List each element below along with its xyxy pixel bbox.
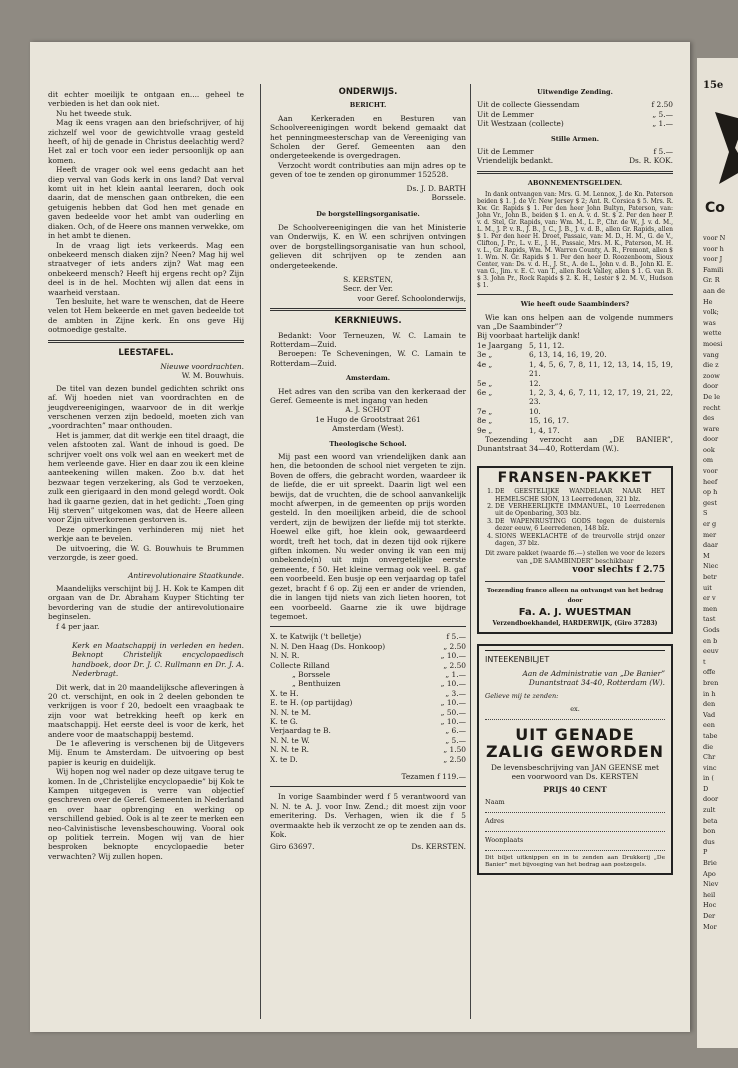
text-fragment: een (703, 721, 715, 730)
list-item: 1. DE GEESTELIJKE WANDELAAR NAAR HET HEMELSCHE SION, 13 Leerredenen, 321 blz. (495, 488, 665, 503)
text-fragment: S (703, 509, 708, 518)
address-name: A. J. SCHOT (345, 405, 391, 415)
text-fragment: dus (703, 837, 715, 846)
issue-numbers: 1, 2, 3, 4, 6, 7, 11, 12, 17, 19, 21, 22, 23. (529, 387, 673, 407)
section-rule (270, 786, 466, 787)
text-fragment: tast (703, 615, 716, 624)
ledger-label: X. te Katwijk ('t belletje) (270, 632, 362, 642)
text-fragment: en b (703, 636, 718, 645)
field-label: Naam (485, 798, 505, 807)
issue-numbers: 1, 4, 17. (529, 425, 560, 435)
paragraph: Verzocht wordt contributies aan mijn adres op te geven of toe te zenden op gironummer 152528. (270, 160, 466, 180)
ledger-row (477, 100, 673, 109)
abonnement-list: In dank ontvangen van: Mrs. G. M. Lennox, J. de Kn. Paterson beiden $ 1. J. de Vr. New Jersey $ 2; Ant. R. Corsica $ 5. Mrs. R. Kw. Gr. Rapids $ 1. Per den heer John Bultyn, Paterson, van: John Vr., John B., beiden $ 1. en A. v. d. St. $ 2. Per den heer P. v. d. Stel, Gr. Rapids, van: Wm. M., L. P., Chr. de W., J. v. d. M., L. M., J. P. v. R., J. B., J. C., J. B., J. v. d. B., allen Gr. Rapids, allen $ 1. Per den heer H. Droet, Passaic, van: M. D., H. M., G. de V., Clifton, J. Pr., L. v. E., J. H., Passaic, Mrs. M. K., Paterson, M. H. v. L., Gr. Rapids, Wm. M. Warren County, A. R., Fremont, allen $ 1. Wm. N. Gr. Rapids $ 1. Per den heer D. Roozenboom, Sioux Center, van: Ds. v. d. H., J. St., A. de L., John v. d. B., John Kl. E. van G., Jim. v. E. C. van T., allen Rock Valley, allen $ 1. G. van B. $ 3. John Pr., Rock Rapids $ 2. K. H., Lester $ 2. M. V., Hudson $ 1. (477, 191, 673, 290)
issue-row (477, 416, 673, 425)
ledger-label: X. te D. (270, 754, 298, 764)
text-fragment: Brie (703, 859, 717, 868)
ledger-amount: f 5.— (446, 632, 466, 642)
volume-label: 7e „ (477, 406, 493, 416)
issue-row (477, 407, 673, 416)
text-fragment: D (703, 784, 709, 793)
text-fragment: Apo (703, 869, 716, 878)
text-fragment: ware (703, 424, 720, 433)
text-fragment: heef (703, 477, 718, 486)
text-fragment: moesi (703, 339, 723, 348)
book-price: PRIJS 40 CENT (543, 784, 607, 794)
paragraph: Wij hopen nog wel nader op deze uitgave terug te komen. In de „Christelijke encyclopaedie” bij Kok te Kampen uitgegeven is verre van objectief geschreven over de Geref. Gemeenten in Nederland en over haar opbrenging en werking op verschillend gebied. Ook is al te zeer te merken een neo-Calvinistische levensbeschouwing. Vooral ook op politiek terrein. Mogen wij van de hier besproken beknopte encyclopaedie beter verwachten? Wij zullen hopen. (48, 767, 244, 861)
field-label: Adres (485, 817, 505, 826)
ledger-amount: „ 10.— (440, 698, 466, 708)
paragraph: Beroepen: Te Scheveningen, W. C. Lamain te Rotterdam—Zuid. (270, 349, 466, 368)
text-fragment: men (703, 604, 718, 613)
subheading: Amsterdam. (345, 374, 391, 383)
paragraph: Wie kan ons helpen aan de volgende nummers van „De Saambinder”? (477, 312, 673, 332)
ledger-row (477, 147, 673, 156)
text-fragment: Chr (703, 753, 716, 762)
paragraph: Deze opmerkingen verhinderen mij niet het werkje aan te bevelen. (48, 524, 244, 544)
text-fragment: vinc (703, 763, 717, 772)
book-title: Kerk en Maatschappij in verleden en heden. Beknopt Christelijk encyclopaedisch handboek, door Dr. J. C. Rullmann en Dr. J. A. Nederbragt. (72, 640, 244, 679)
ledger-amount: „ 5.— (445, 735, 466, 745)
paragraph: Het is jammer, dat dit werkje een titel draagt, die velen afstooten zal. Want de inhoud is goed. De schrijver voelt ons volk wel aan en weekert met de hem verleende gave. Hier en daar zou ik een kleine aanteekening willen maken. Zoo b.v. dat het bezwaar tegen verzekering, als God te verzoeken, zulk een gierigaard in den mond gelegd wordt. Ook had ik gaarne gezien, dat in het gedicht: „Toen ging Hij sterven” uitgekomen was, dat de Heere alleen voor Zijn uitverkorenen gestorven is. (48, 430, 244, 525)
section-rule (270, 626, 466, 627)
book-title: UIT GENADE (515, 725, 635, 745)
text-fragment: Gods (703, 625, 720, 634)
volume-label: 8e „ (477, 416, 493, 426)
form-note: Dit biljet uitknippen en in te zenden aan Drukkerij „De Banier” met bijvoeging van het bedrag aan postzegels. (485, 855, 665, 869)
signature-line: voor Geref. Schoolonderwijs, (357, 293, 466, 303)
text-fragment: offe (703, 668, 716, 677)
ledger-row (270, 651, 466, 660)
ledger-row (270, 632, 466, 641)
ledger-row (270, 698, 466, 707)
text-fragments (703, 233, 738, 932)
decorative-glyph (707, 108, 738, 188)
book-title: ZALIG GEWORDEN (485, 742, 665, 762)
section-rule (477, 294, 673, 295)
ledger-amount: „ 10.— (440, 679, 466, 689)
text-fragment: vang (703, 350, 719, 359)
address-street: 1e Hugo de Grootstraat 261 (315, 414, 421, 424)
section-rule (477, 171, 673, 174)
subheading: Wie heeft oude Saambinders? (520, 300, 630, 309)
paragraph: Maandelijks verschijnt bij J. H. Kok te Kampen dit orgaan van de Dr. Abraham Kuyper Stichting ter bevordering van de studie der antirevolutionaire beginselen. (48, 583, 244, 622)
text-fragment: uit (703, 583, 712, 592)
thanks-text: Vriendelijk bedankt. (477, 156, 554, 166)
issue-numbers: 5, 11, 12. (529, 340, 565, 350)
page-date: 15e (703, 80, 724, 91)
list-item: 4. SIONS WEEKLACHTE of de treurvolle strijd onzer dagen, 37 blz. (495, 533, 665, 548)
book-description: De levensbeschrijving van JAN GEENSE met een voorwoord van Ds. KERSTEN (491, 763, 659, 782)
text-fragment: in ( (703, 774, 714, 783)
ledger-row (270, 745, 466, 754)
text-fragment: wette (703, 329, 722, 338)
ornament-icon (707, 108, 738, 188)
column-3 (477, 82, 673, 881)
paragraph: Nu het tweede stuk. (56, 108, 132, 118)
issues-list (477, 341, 673, 435)
book-author: W. M. Bouwhuis. (181, 371, 244, 381)
ledger-label: Verjaardag te B. (270, 726, 331, 736)
paragraph: Toezending verzocht aan „DE BANIER”, Dunantstraat 34—40, Rotterdam (W.). (477, 434, 673, 454)
volume-label: 6e „ (477, 387, 493, 397)
quantity-unit: ex. (570, 705, 580, 714)
form-address: Dunantstraat 34-40, Rotterdam (W). (528, 678, 665, 688)
text-fragment: des (703, 414, 715, 423)
ledger-row (477, 119, 673, 128)
text-fragment: He (703, 297, 713, 306)
subheading: Uitwendige Zending. (537, 88, 613, 96)
name-field[interactable] (485, 798, 665, 813)
leestafel-heading: LEESTAFEL. (118, 347, 174, 358)
form-title: INTEEKENBILJET (485, 655, 550, 665)
issue-numbers: 6, 13, 14, 16, 19, 20. (529, 350, 607, 360)
signature: Ds. R. KOK. (629, 156, 673, 166)
closing-row (270, 842, 466, 851)
paragraph: Bedankt: Voor Terneuzen, W. C. Lamain te Rotterdam—Zuid. (270, 330, 466, 349)
ledger-amount: „ 3.— (445, 688, 466, 698)
issue-numbers: 10. (529, 406, 541, 416)
text-fragment: voor h (703, 244, 724, 253)
ledger-amount: „ 6.— (445, 726, 466, 736)
ledger-label: Uit de Lemmer (477, 147, 534, 157)
paragraph: Het adres van den scriba van den kerkeraad der Geref. Gemeente is met ingang van heden (270, 386, 466, 405)
text-fragment: die (703, 742, 714, 751)
ad-firm: Fa. A. J. WUESTMAN (518, 607, 632, 619)
volume-label: 5e „ (477, 378, 493, 388)
text-fragment: Mor (703, 922, 717, 931)
ledger-label: Uit Westzaan (collecte) (477, 119, 564, 129)
gifts-total: Tezamen f 119.— (401, 772, 466, 781)
paragraph: Heeft de vrager ook wel eens gedacht aan het diep verval van Gods kerk in ons land? Dat verval komt uit in het klein aantal leeraren, doch ook daarin, dat de menschen gaan ontbreken, die een getuigenis hebben dat God hen met genade en gaven bedeelde voor het ambt van ouderling en diaken. Och, of de Heere ons mannen verwekke, om in het ambt te dienen. (48, 165, 244, 241)
column-2 (270, 82, 466, 852)
ledger-amount: f 2.50 (651, 100, 673, 110)
gifts-list (270, 632, 466, 764)
ad-title: FRANSEN-PAKKET (497, 469, 653, 486)
ledger-row (270, 708, 466, 717)
ledger-label: Uit de Lemmer (477, 109, 534, 119)
paragraph: Ten besluite, het ware te wenschen, dat de Heere velen tot Hem bekeerde en met gaven bedeelde tot de ambten in Zijne kerk. En ons geve Hij ootmoedige gestalte. (48, 296, 244, 335)
text-fragment: zoow (703, 371, 720, 380)
ledger-label: Uit de collecte Giessendam (477, 100, 580, 110)
issue-row (477, 350, 673, 359)
giro-number: Giro 63697. (270, 842, 315, 852)
ledger-amount: „ 10.— (440, 716, 466, 726)
text-fragment: aan de (703, 286, 726, 295)
signature-line: Secr. der Ver. (342, 284, 394, 294)
paragraph: De titel van dezen bundel gedichten schrikt ons af. Wij hoeden niet van voordrachten en de jeugdvereenigingen, waarvoor de in dit werkje verschenen verzen zijn bedoeld, moeten zich van „voordrachten” maar onthouden. (48, 383, 244, 431)
text-fragment: daar (703, 541, 719, 550)
subheading: ABONNEMENTSGELDEN. (527, 178, 623, 187)
ledger-label: N. N. R. (270, 651, 300, 661)
signature-place: Borssele. (431, 193, 466, 203)
ledger-label: „ Benthuizen (292, 679, 341, 689)
ledger-row (477, 110, 673, 119)
text-fragment: Der (703, 912, 716, 920)
list-item: 3. DE WAPENRUSTING GODS tegen de duisternis dezer eeuw, 6 Leerredenen, 148 blz. (495, 518, 665, 533)
inteekenbiljet-form (477, 644, 673, 875)
text-fragment: die z (703, 361, 719, 370)
city-field[interactable] (485, 836, 665, 851)
text-fragment: recht (703, 403, 721, 412)
paragraph: Bij voorbaat hartelijk dank! (477, 331, 581, 341)
text-fragment: eeuv (703, 647, 719, 656)
text-fragment: tabe (703, 731, 718, 740)
text-fragment: beta (703, 816, 718, 825)
paragraph: De Schoolvereenigingen die van het Ministerie van Onderwijs, K. en W. een schrijven ontvingen over de borgstellingsorganisatie van hun school, gelieven dit schrijven op te zenden aan ondergeteekende. (270, 222, 466, 270)
ledger-row (270, 717, 466, 726)
issue-numbers: 1, 4, 5, 6, 7, 8, 11, 12, 13, 14, 15, 19, 21. (529, 359, 673, 379)
text-fragment: den (703, 700, 716, 709)
paragraph: Aan Kerkeraden en Besturen van Schoolvereenigingen wordt bekend gemaakt dat het penningmeesterschap van de Vereeniging van Scholen der Geref. Gemeenten aan den ondergeteekende is overgedragen. (270, 113, 466, 161)
ledger-label: X. te H. (270, 688, 299, 698)
text-fragment: zult (703, 806, 716, 815)
text-fragment: er v (703, 594, 716, 603)
signature: Ds. KERSTEN. (411, 842, 466, 852)
ledger-row (270, 755, 466, 764)
subheading: Theologische School. (329, 439, 407, 448)
book-title: Nieuwe voordrachten. (160, 361, 244, 371)
field-label: Woonplaats (485, 836, 524, 845)
kerknieuws-heading: KERKNIEUWS. (334, 316, 402, 327)
ledger-label: Collecte Rilland (270, 660, 330, 670)
signature: Ds. J. D. BARTH (406, 183, 466, 193)
ledger-amount: „ 1.50 (443, 745, 466, 755)
text-fragment: er g (703, 520, 717, 529)
book-title: Antirevolutionaire Staatkunde. (128, 570, 244, 580)
text-fragment: M (703, 551, 710, 560)
ledger-row (477, 156, 673, 165)
paragraph: De uitvoering, die W. G. Bouwhuis te Brummen verzorgde, is zeer goed. (48, 543, 244, 563)
subheading: De borgstellingsorganisatie. (316, 210, 420, 219)
section-rule (485, 581, 665, 582)
ledger-amount: „ 1.— (445, 669, 466, 679)
ledger-label: E. te H. (op partijdag) (270, 698, 353, 708)
signature: S. KERSTEN, (343, 274, 393, 284)
paragraph: Dit werk, dat in 20 maandelijksche afleveringen à 20 ct. verschijnt, en ook in 2 deelen gebonden te verkrijgen is voor f 20, bedoelt een vraagbaak te zijn voor wat betrekking heeft op kerk en maatschappij. Het eerste deel is voor de kerk, het andere voor de maatschappij bestemd. (48, 682, 244, 739)
section-rule (485, 650, 665, 651)
address-field[interactable] (485, 817, 665, 832)
text-fragment: bon (703, 827, 716, 836)
ledger-label: N. N. te R. (270, 745, 309, 755)
text-fragment: om (703, 456, 714, 465)
section-rule (48, 340, 244, 343)
text-fragment: heil (703, 890, 716, 899)
fransen-pakket-ad (477, 466, 673, 635)
ad-address: Verzendboekhandel, HARDERWIJK, (Giro 37283) (492, 620, 658, 628)
text-fragment: ook (703, 445, 715, 454)
text-fragment: in h (703, 689, 716, 698)
volume-label: 3e „ (477, 350, 493, 360)
text-fragment: door (703, 382, 719, 391)
text-fragment: voor (703, 467, 718, 476)
column-1 (48, 90, 244, 861)
paragraph: In vorige Saambinder werd f 5 verantwoord van N. N. te A. J. voor Inw. Zend.; dit moest zijn voor emeritering. Ds. Verhagen, wien ik die f 5 overmaakte heb ik verzocht ze op te zenden aan ds. Kok. (270, 792, 466, 840)
ledger-row (270, 642, 466, 651)
form-instruction: Gelieve mij te zenden: (485, 691, 559, 700)
text-fragment: Niev (703, 880, 719, 889)
issue-numbers: 15, 16, 17. (529, 416, 569, 426)
section-rule (270, 308, 466, 311)
text-fragment: betr (703, 573, 717, 581)
ledger-row (270, 679, 466, 688)
ledger-label: K. te G. (270, 716, 298, 726)
ad-price: voor slechts f 2.75 (572, 565, 665, 576)
ledger-row (270, 670, 466, 679)
paragraph: Mij past een woord van vriendelijken dank aan hen, die betoonden de school niet vergeten te zijn. Boven de offers, die gebracht worden, waardeer ik de liefde, die er uit spreekt. Daarin ligt wel een bewijs, dat de vruchten, die de school aanvankelijk mocht afwerpen, in de gemeenten op prijs worden gesteld. In den moeilijken arbeid, die de school verdert, zijn de bewijzen der liefde mij tot sterkte. Hoewel elke gift, hoe klein ook, gewaardeerd wordt, treft het toch, dat in dezen tijd ook rijkere giften inkomen. Nu weder onving ik van een mij onbekende(n) uit mijn onvergetelijke eerste gemeente, f 50. Het kleine vermag ook veel. B. gaf een voorbeeld. Een busje op een verjaardag op tafel gezet, bracht f 6 op. Zij een er ander de vrienden, die in langen tijd niets van zich lieten hooren, tot een voorbeeld. Gaarne zie ik uwe bijdrage tegemoet. (270, 452, 466, 621)
paragraph: De 1e aflevering is verschenen bij de Uitgevers Mij. Enum te Amsterdam. De uitvoering op best papier is keurig en duidelijk. (48, 739, 244, 767)
ledger-label: N. N. Den Haag (Ds. Honkoop) (270, 641, 386, 651)
quantity-field[interactable] (485, 705, 665, 720)
text-fragment: voor N (703, 234, 726, 242)
paragraph: f 4 per jaar. (56, 621, 100, 631)
text-fragment: door (703, 795, 719, 804)
ledger-row (270, 736, 466, 745)
address-city: Amsterdam (West). (332, 424, 404, 434)
ad-note: Toezending franco alleen na ontvangst van het bedrag door (486, 588, 664, 604)
volume-label: 4e „ (477, 359, 493, 369)
text-fragment: volk; (703, 308, 719, 317)
text-fragment: Vad (703, 710, 716, 719)
newspaper-page (30, 42, 690, 1032)
issue-numbers: 12. (529, 378, 541, 388)
ledger-amount: „ 5.— (652, 109, 673, 119)
ledger-label: „ Borssele (292, 669, 331, 679)
text-fragment: op h (703, 488, 718, 497)
masthead-fragment: Co (705, 200, 725, 216)
adjacent-page (697, 58, 738, 1048)
text-fragment: Niec (703, 562, 719, 571)
ledger-amount: „ 50.— (440, 707, 466, 717)
text-fragment: Gr. R (703, 276, 720, 285)
issue-row (477, 426, 673, 435)
text-fragment: De le (703, 392, 721, 401)
ledger-amount: „ 10.— (440, 651, 466, 661)
issue-row (477, 379, 673, 388)
form-address: Aan de Administratie van „De Banier” (522, 668, 665, 678)
text-fragment: voor J (703, 255, 723, 264)
ad-book-list (485, 488, 665, 547)
ledger-amount: „ 2.50 (443, 660, 466, 670)
volume-label: 1e Jaargang (477, 340, 523, 350)
ledger-row (270, 661, 466, 670)
text-fragment: Hoc (703, 901, 717, 910)
text-fragment: mer (703, 530, 717, 539)
volume-label: 9e „ (477, 425, 493, 435)
ledger-row (270, 726, 466, 735)
onderwijs-heading: ONDERWIJS. (338, 87, 398, 97)
ledger-row (270, 689, 466, 698)
uitwendige-zending-list (477, 100, 673, 128)
subheading: Stille Armen. (551, 134, 599, 143)
text-fragment: Famili (703, 265, 724, 274)
ledger-amount: „ 1.— (652, 119, 673, 129)
list-item: 2. DE VERHEERLIJKTE IMMANUEL, 10 Leerredenen uit de Openbaring, 303 blz. (495, 503, 665, 518)
ledger-amount: f 5.— (653, 147, 673, 157)
ad-offer: Dit zware pakket (waarde f6.—) stellen we voor de lezers van „DE SAAMBINDER” beschikbaar (485, 550, 665, 565)
subheading: BERICHT. (349, 101, 387, 110)
issue-row (477, 360, 673, 379)
paragraph: Mag ik eens vragen aan den briefschrijver, of hij zichzelf wel voor de gewichtvolle vraag gesteld heeft, of hij de genade in Christus deelachtig werd? Het zal er toch voor een ieder persoonlijk op aan komen. (48, 118, 244, 165)
intro-section (48, 90, 244, 335)
issue-row (477, 388, 673, 407)
column-divider (470, 84, 471, 1019)
issue-row (477, 341, 673, 350)
text-fragment: gest (703, 498, 717, 507)
text-fragment: bren (703, 678, 719, 687)
text-fragment: P (703, 848, 708, 857)
text-fragment: door (703, 435, 719, 444)
text-fragment: was (703, 318, 716, 327)
ledger-label: N. N. te W. (270, 735, 310, 745)
ledger-amount: „ 2.50 (443, 754, 466, 764)
paragraph: dit echter moeilijk te ontgaan en.... geheel te verbieden is het dan ook niet. (48, 90, 244, 109)
column-divider (260, 84, 261, 1019)
ledger-amount: „ 2.50 (443, 641, 466, 651)
paragraph: In de vraag ligt iets verkeerds. Mag een onbekeerd mensch diaken zijn? Neen? Mag hij wel straatveger of iets anders zijn? Wat mag een onbekeerd mensch? Heeft hij ergens recht op? Zijn deel is in de hel. Mochten wij allen dat eens in waarheid verstaan. (48, 240, 244, 297)
text-fragment: t (703, 657, 706, 666)
ledger-label: N. N. te M. (270, 707, 311, 717)
